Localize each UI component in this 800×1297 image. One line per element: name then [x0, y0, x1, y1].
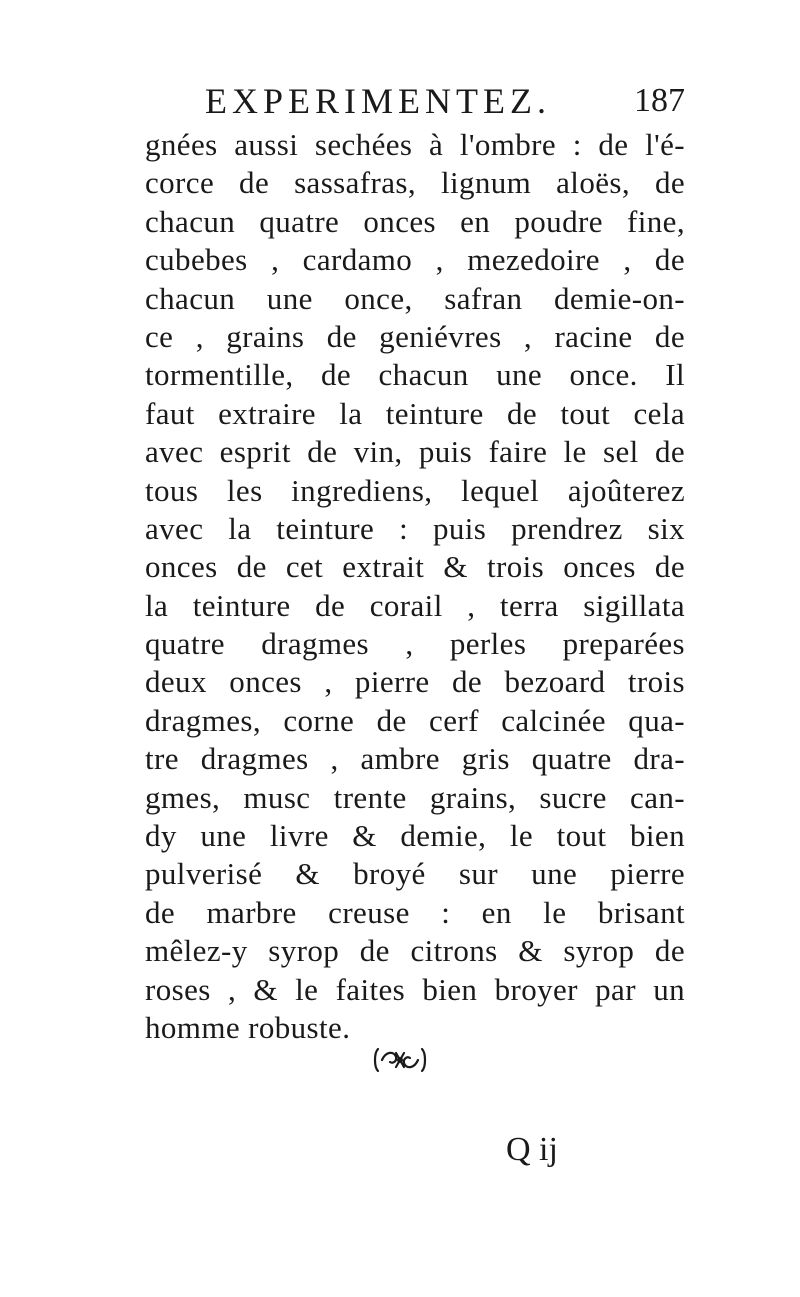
text-line: gmes, musc trente grains, sucre can- [145, 779, 685, 815]
text-line: de marbre creuse : en le brisant [145, 894, 685, 930]
text-line: deux onces , pierre de bezoard trois [145, 664, 685, 700]
text-line-last: homme robuste. [145, 1009, 351, 1045]
text-line: avec esprit de vin, puis faire le sel de [145, 434, 685, 470]
text-line: dy une livre & demie, le tout bien [145, 818, 685, 854]
printer-fleuron-icon [372, 1045, 428, 1075]
text-line: mêlez-y syrop de citrons & syrop de [145, 933, 685, 969]
running-head [145, 80, 685, 126]
text-line: avec la teinture : puis prendrez six [145, 510, 685, 546]
text-line: tre dragmes , ambre gris quatre dra- [145, 741, 685, 777]
text-line: la teinture de corail , terra sigillata [145, 587, 685, 623]
text-line: tous les ingrediens, lequel ajoûterez [145, 472, 685, 508]
text-line: pulverisé & broyé sur une pierre [145, 856, 685, 892]
text-line: cubebes , cardamo , mezedoire , de [145, 242, 685, 278]
text-line: tormentille, de chacun une once. Il [145, 357, 685, 393]
text-line: chacun une once, safran demie-on- [145, 280, 685, 316]
running-title: EXPERIMENTEZ. [205, 81, 551, 121]
body-text [145, 126, 685, 1047]
text-line: gnées aussi sechées à l'ombre : de l'é- [145, 127, 685, 162]
signature-mark: Q ij [506, 1131, 558, 1168]
text-line: onces de cet extrait & trois onces de [145, 549, 685, 585]
text-line: quatre dragmes , perles preparées [145, 626, 685, 662]
text-line: roses , & le faites bien broyer par un [145, 971, 685, 1007]
text-line: faut extraire la teinture de tout cela [145, 395, 685, 431]
page-number: 187 [634, 82, 685, 119]
text-line: ce , grains de geniévres , racine de [145, 318, 685, 354]
text-line: dragmes, corne de cerf calcinée qua- [145, 702, 685, 738]
text-line: corce de sassafras, lignum aloës, de [145, 165, 685, 201]
text-line: chacun quatre onces en poudre fine, [145, 203, 685, 239]
